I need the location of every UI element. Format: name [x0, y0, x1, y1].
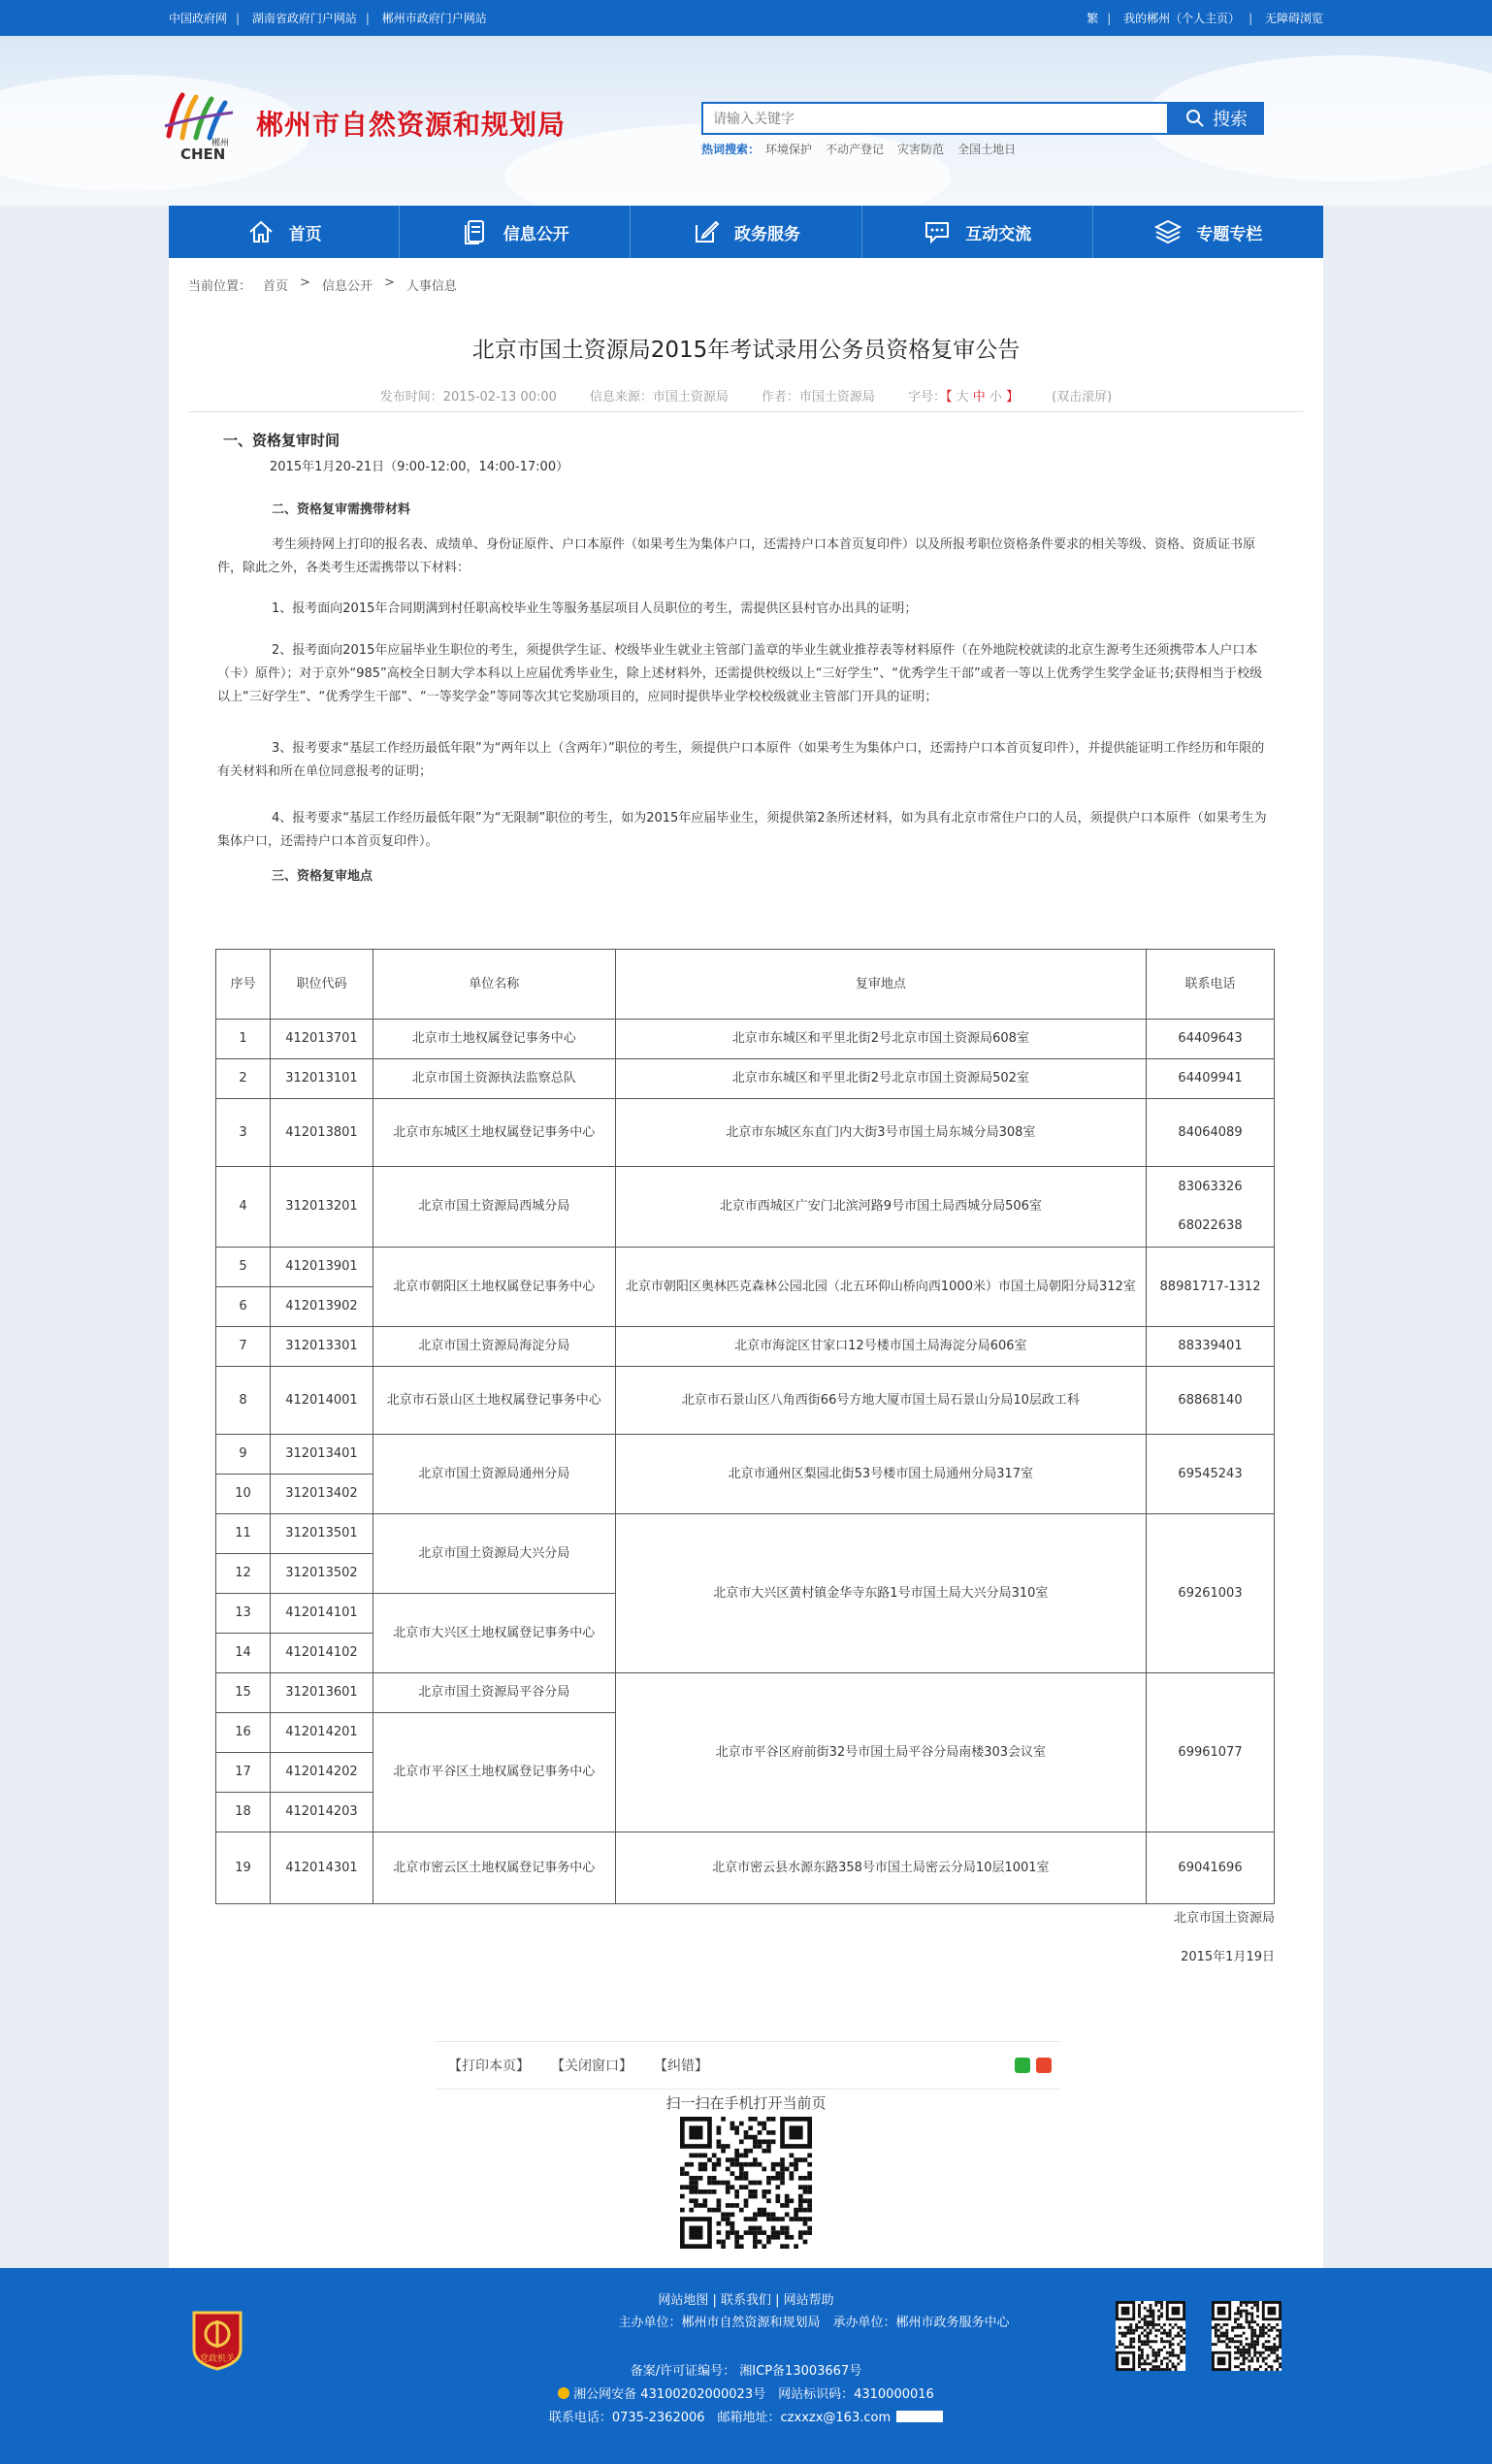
- site-logo[interactable]: [161, 89, 248, 162]
- font-medium-button[interactable]: 中: [972, 390, 986, 405]
- font-size-label: 字号：: [907, 390, 946, 405]
- link-gov-cn[interactable]: 中国政府网: [169, 12, 228, 25]
- link-hunan-gov[interactable]: 湖南省政府门户网站: [251, 12, 357, 25]
- layers-icon: [1153, 217, 1183, 246]
- hot-words: [701, 141, 1016, 157]
- nav-gov-service[interactable]: [631, 206, 861, 258]
- double-click-scroll[interactable]: (双击滚屏): [1052, 390, 1113, 405]
- cell-no: 13: [216, 1594, 271, 1634]
- section-heading: 一、资格复审时间: [223, 432, 341, 449]
- signature-date: 2015年1月19日: [1181, 1950, 1275, 1964]
- footer-contact-text: 联系电话：0735-2362006 邮箱地址：czxxzx@163.com: [548, 2411, 892, 2425]
- cell-code: 312013501: [270, 1514, 373, 1554]
- footer-contact: [0, 2407, 1492, 2425]
- publish-time: 发布时间：2015-02-13 00:00: [379, 390, 557, 405]
- font-small-button[interactable]: 小: [989, 390, 1002, 405]
- paragraph: 4、报考要求“基层工作经历最低年限”为“无限制”职位的考生，如为2015年应届毕业生，须提供第2条所述材料，如为具有北京市常住户口的人员，须提供户口本原件（如果考生为集体户口，还需持户口本首页复印件）。: [217, 811, 1267, 849]
- cell-no: 4: [216, 1167, 271, 1248]
- cell-phone: 88339401: [1147, 1327, 1275, 1367]
- hot-words-label: 热词搜索：: [701, 143, 761, 156]
- cell-no: 7: [216, 1327, 271, 1367]
- cell-phone: 69261003: [1147, 1514, 1275, 1673]
- footer-icp[interactable]: 备案/许可证编号： 湘ICP备13003667号: [630, 2364, 862, 2379]
- table-row: [216, 1327, 1275, 1367]
- cell-no: 14: [216, 1634, 271, 1673]
- cell-code: 412014203: [270, 1793, 373, 1832]
- cell-no: 2: [216, 1059, 271, 1099]
- cell-code: 312013301: [270, 1327, 373, 1367]
- top-strip: [0, 0, 1492, 36]
- search-button[interactable]: [1169, 102, 1264, 135]
- print-button[interactable]: 【打印本页】: [448, 2059, 530, 2074]
- cell-no: 12: [216, 1554, 271, 1594]
- cell-unit: 北京市国土资源局通州分局: [373, 1435, 615, 1514]
- cell-phone: 64409643: [1147, 1020, 1275, 1059]
- cell-code: 312013201: [270, 1167, 373, 1248]
- top-left-links: 中国政府网 | 湖南省政府门户网站 | 郴州市政府门户网站: [169, 12, 487, 25]
- footer-links[interactable]: 网站地图 | 联系我们 | 网站帮助: [658, 2293, 834, 2308]
- cell-address: 北京市东城区和平里北街2号北京市国土资源局502室: [615, 1059, 1146, 1099]
- cnzz-icon[interactable]: [896, 2411, 943, 2422]
- font-large-button[interactable]: 大: [956, 390, 969, 405]
- link-my-page[interactable]: 我的郴州（个人主页）: [1123, 12, 1241, 25]
- nav-home[interactable]: [169, 206, 400, 258]
- cell-phone: 64409941: [1147, 1059, 1275, 1099]
- cell-address: 北京市东城区和平里北街2号北京市国土资源局608室: [615, 1020, 1146, 1059]
- cell-no: 8: [216, 1367, 271, 1435]
- site-title: 郴州市自然资源和规划局: [256, 109, 567, 141]
- article-toolbar: [437, 2041, 1059, 2090]
- chat-icon: [923, 217, 952, 246]
- cell-address: 北京市东城区东直门内大街3号市国土局东城分局308室: [615, 1099, 1146, 1167]
- cell-no: 1: [216, 1020, 271, 1059]
- cell-phone: [1147, 1167, 1275, 1248]
- cell-code: 312013401: [270, 1435, 373, 1475]
- content-panel: [169, 258, 1323, 2268]
- cell-unit: 北京市石景山区土地权属登记事务中心: [373, 1367, 615, 1435]
- review-location-table: [215, 949, 1275, 1904]
- table-row: [216, 1832, 1275, 1904]
- table-row: [216, 1367, 1275, 1435]
- footer-sponsor: 主办单位：郴州市自然资源和规划局 承办单位：郴州市政务服务中心: [618, 2316, 1010, 2330]
- cell-unit: 北京市土地权属登记事务中心: [373, 1020, 615, 1059]
- table-row: [216, 1167, 1275, 1248]
- cell-code: 412013902: [270, 1287, 373, 1327]
- bracket: 【: [945, 390, 953, 405]
- table-row: [216, 1248, 1275, 1287]
- breadcrumb-personnel[interactable]: 人事信息: [405, 279, 457, 294]
- cell-code: 412014202: [270, 1753, 373, 1793]
- cell-unit: 北京市大兴区土地权属登记事务中心: [373, 1594, 615, 1673]
- cell-code: 412013901: [270, 1248, 373, 1287]
- svg-text:党政机关: 党政机关: [199, 2354, 236, 2364]
- search-icon: [1185, 109, 1205, 128]
- search-button-label: 搜索: [1213, 110, 1248, 129]
- close-window-button[interactable]: 【关闭窗口】: [551, 2059, 632, 2074]
- cell-code: 412013701: [270, 1020, 373, 1059]
- author: 作者：市国土资源局: [761, 390, 875, 405]
- cell-address: 北京市密云县水源东路358号市国土局密云分局10层1001室: [615, 1832, 1146, 1904]
- page-qr-code-icon: [680, 2117, 812, 2249]
- phone-line: 68022638: [1178, 1218, 1243, 1233]
- table-row: [216, 1099, 1275, 1167]
- cell-unit: 北京市国土资源局大兴分局: [373, 1514, 615, 1594]
- cell-address: 北京市平谷区府前街32号市国土局平谷分局南楼303会议室: [615, 1673, 1146, 1832]
- cell-no: 18: [216, 1793, 271, 1832]
- cell-no: 16: [216, 1713, 271, 1753]
- header-cell: 职位代码: [270, 950, 373, 1020]
- cell-unit: 北京市国土资源执法监察总队: [373, 1059, 615, 1099]
- footer-police: [0, 2383, 1492, 2402]
- cell-no: 15: [216, 1673, 271, 1713]
- cell-code: 412014101: [270, 1594, 373, 1634]
- table-row: [216, 1020, 1275, 1059]
- font-size-control: [908, 386, 1019, 405]
- document-icon: [461, 217, 490, 246]
- svg-text:CHEN: CHEN: [180, 146, 226, 162]
- scan-hint: 扫一扫在手机打开当前页: [665, 2094, 827, 2112]
- cell-address: 北京市通州区梨园北街53号楼市国土局通州分局317室: [615, 1435, 1146, 1514]
- signature-org: 北京市国土资源局: [1173, 1911, 1275, 1926]
- breadcrumb-separator: >: [300, 276, 310, 290]
- table-row: [216, 1059, 1275, 1099]
- site-footer: [0, 2268, 1492, 2464]
- cloud-decoration: [504, 123, 951, 206]
- link-accessibility[interactable]: 无障碍浏览: [1264, 12, 1323, 25]
- app-qr-code-icon: [1212, 2301, 1281, 2371]
- cell-unit: 北京市国土资源局西城分局: [373, 1167, 615, 1248]
- cell-code: 312013502: [270, 1554, 373, 1594]
- svg-text:郴州: 郴州: [211, 139, 230, 148]
- cell-no: 17: [216, 1753, 271, 1793]
- cell-no: 10: [216, 1475, 271, 1514]
- cell-code: 312013101: [270, 1059, 373, 1099]
- hot-word[interactable]: 环境保护: [765, 143, 813, 156]
- edit-icon: [692, 217, 721, 246]
- cell-phone: 68868140: [1147, 1367, 1275, 1435]
- cell-code: 412014201: [270, 1713, 373, 1753]
- cell-address: 北京市石景山区八角西街66号方地大厦市国土局石景山分局10层政工科: [615, 1367, 1146, 1435]
- paragraph: 3、报考要求“基层工作经历最低年限”为“两年以上（含两年）”职位的考生，须提供户口本原件（如果考生为集体户口，还需持户口本首页复印件），并提供能证明工作经历和年限的有关材料和所在单位同意报考的证明；: [217, 741, 1265, 779]
- cell-unit: 北京市朝阳区土地权属登记事务中心: [373, 1248, 615, 1327]
- cell-code: 412014102: [270, 1634, 373, 1673]
- header-cell: 联系电话: [1147, 950, 1275, 1020]
- share-buttons: [1015, 2058, 1052, 2073]
- breadcrumb: [188, 276, 457, 294]
- article-meta: [169, 386, 1323, 405]
- table-row: [216, 1514, 1275, 1554]
- cell-code: 412014001: [270, 1367, 373, 1435]
- paragraph: 2015年1月20-21日（9:00-12:00，14:00-17:00）: [270, 460, 569, 474]
- nav-label: 专题专栏: [1196, 224, 1263, 244]
- cell-phone: 84064089: [1147, 1099, 1275, 1167]
- hot-word[interactable]: 全国土地日: [957, 143, 1017, 156]
- cell-code: 412013801: [270, 1099, 373, 1167]
- cell-code: 412014301: [270, 1832, 373, 1904]
- article-title: 北京市国土资源局2015年考试录用公务员资格复审公告: [471, 338, 1021, 363]
- nav-label: 政务服务: [734, 224, 800, 244]
- cell-unit: 北京市东城区土地权属登记事务中心: [373, 1099, 615, 1167]
- nav-interaction[interactable]: [862, 206, 1093, 258]
- top-right-links: 繁 | 我的郴州（个人主页） | 无障碍浏览: [1087, 12, 1323, 25]
- header-cell: 单位名称: [373, 950, 615, 1020]
- police-badge-icon: [558, 2387, 569, 2399]
- hot-word[interactable]: 不动产登记: [826, 143, 885, 156]
- cell-unit: 北京市密云区土地权属登记事务中心: [373, 1832, 615, 1904]
- cell-address: 北京市海淀区甘家口12号楼市国土局海淀分局606室: [615, 1327, 1146, 1367]
- breadcrumb-info-open[interactable]: 信息公开: [321, 279, 373, 294]
- nav-special[interactable]: [1093, 206, 1323, 258]
- cell-code: 312013402: [270, 1475, 373, 1514]
- table-row: [216, 1673, 1275, 1713]
- nav-label: 互动交流: [965, 224, 1032, 244]
- cell-unit: 北京市国土资源局海淀分局: [373, 1327, 615, 1367]
- breadcrumb-home[interactable]: 首页: [263, 279, 289, 294]
- hot-word[interactable]: 灾害防范: [897, 143, 945, 156]
- cell-code: 312013601: [270, 1673, 373, 1713]
- cell-address: 北京市大兴区黄村镇金华寺东路1号市国土局大兴分局310室: [615, 1514, 1146, 1673]
- link-traditional[interactable]: 繁: [1087, 12, 1099, 25]
- paragraph: 2、报考面向2015年应届毕业生职位的考生，须提供学生证、校级毕业生就业主管部门盖章的毕业生就业推荐表等材料原件（在外地院校就读的北京生源考生还须携带本人户口本（卡）原件）；对于京外“985”高校全日制大学本科以上应届优秀毕业生，除上述材料外，还需提供校级以上“三好学生”、“优秀学生干部”或者一等以上优秀学生奖学金证书;获得相当于校级以上“三好学生”、“优秀学生干部”、“一等奖学金”等同等次其它奖励项目的，应同时提供毕业学校校级就业主管部门开具的证明；: [217, 643, 1263, 704]
- cell-phone: 69041696: [1147, 1832, 1275, 1904]
- info-source: 信息来源：市国土资源局: [589, 390, 729, 405]
- cell-no: 11: [216, 1514, 271, 1554]
- nav-label: 信息公开: [503, 224, 569, 244]
- cell-no: 19: [216, 1832, 271, 1904]
- link-chenzhou-gov[interactable]: 郴州市政府门户网站: [381, 12, 487, 25]
- cell-phone: 88981717-1312: [1147, 1248, 1275, 1327]
- cell-no: 6: [216, 1287, 271, 1327]
- cell-address: 北京市西城区广安门北滨河路9号市国土局西城分局506室: [615, 1167, 1146, 1248]
- bracket: 】: [1006, 390, 1020, 405]
- report-error-button[interactable]: 【纠错】: [654, 2059, 708, 2074]
- cell-phone: 69961077: [1147, 1673, 1275, 1832]
- header-cell: 序号: [216, 950, 271, 1020]
- section-heading: 二、资格复审需携带材料: [272, 503, 411, 517]
- cell-unit: 北京市平谷区土地权属登记事务中心: [373, 1713, 615, 1832]
- cell-no: 3: [216, 1099, 271, 1167]
- main-nav: [169, 206, 1323, 258]
- header-cell: 复审地点: [615, 950, 1146, 1020]
- divider: [188, 411, 1304, 412]
- table-row: [216, 1435, 1275, 1475]
- nav-label: 首页: [288, 224, 322, 244]
- breadcrumb-label: 当前位置：: [188, 279, 252, 294]
- breadcrumb-separator: >: [383, 276, 395, 290]
- phone-line: 83063326: [1178, 1180, 1243, 1194]
- weibo-icon[interactable]: [1036, 2058, 1052, 2073]
- paragraph: 1、报考面向2015年合同期满到村任职高校毕业生等服务基层项目人员职位的考生，需提供区县村官办出具的证明；: [272, 601, 918, 616]
- cell-no: 9: [216, 1435, 271, 1475]
- footer-police-text: 湘公网安备 43100202000023号 网站标识码：4310000016: [573, 2387, 934, 2402]
- site-header: [0, 36, 1492, 206]
- nav-info-open[interactable]: [400, 206, 631, 258]
- home-icon: [246, 217, 276, 246]
- section-heading: 三、资格复审地点: [272, 869, 373, 884]
- table-header-row: [216, 950, 1275, 1020]
- cell-phone: 69545243: [1147, 1435, 1275, 1514]
- cell-no: 5: [216, 1248, 271, 1287]
- paragraph: 考生须持网上打印的报名表、成绩单、身份证原件、户口本原件（如果考生为集体户口，还需持户口本首页复印件）以及所报考职位资格条件要求的相关等级、资格、资质证书原件，除此之外，各类考生还需携带以下材料：: [217, 537, 1256, 575]
- cell-address: 北京市朝阳区奥林匹克森林公园北园（北五环仰山桥向西1000米）市国土局朝阳分局312室: [615, 1248, 1146, 1327]
- wechat-qr-code-icon: [1116, 2301, 1185, 2371]
- cell-unit: 北京市国土资源局平谷分局: [373, 1673, 615, 1713]
- search-input[interactable]: [701, 102, 1169, 135]
- wechat-icon[interactable]: [1015, 2058, 1030, 2073]
